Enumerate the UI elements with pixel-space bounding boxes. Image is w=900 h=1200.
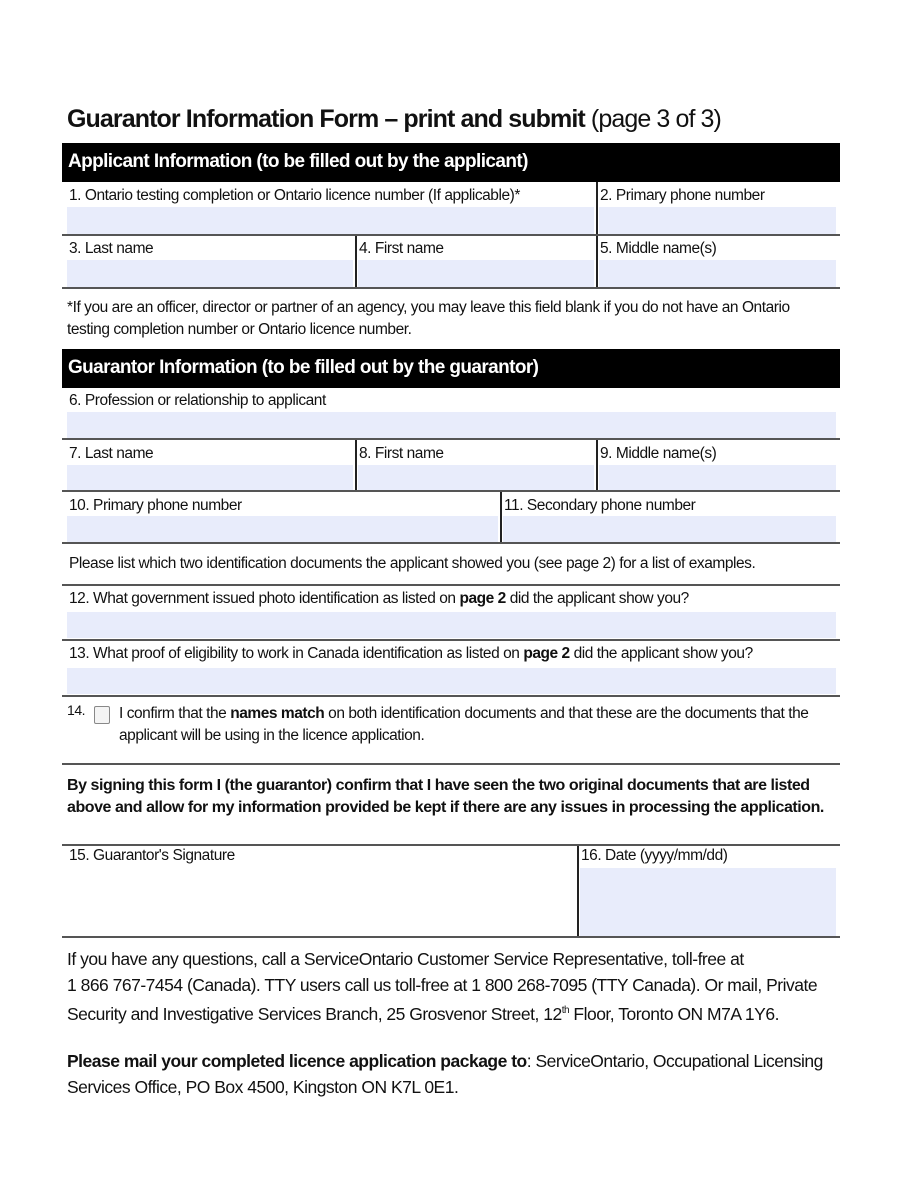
mailing-instructions <box>67 1048 823 1100</box>
field-label-guarantor-last-name: 7. Last name <box>69 445 154 462</box>
divider <box>596 440 598 491</box>
id-list-intro: Please list which two identification documents the applicant showed you (see page 2) for a list of examples. <box>69 555 756 572</box>
label-text: on both identification documents and that these are the documents that the <box>324 705 809 722</box>
title-bold: Guarantor Information Form – print and submit <box>67 105 585 133</box>
divider <box>62 584 840 586</box>
field-label-signature: 15. Guarantor's Signature <box>69 847 235 864</box>
page-title <box>67 105 721 134</box>
divider <box>62 936 840 938</box>
field-label-applicant-last-name: 3. Last name <box>69 240 154 257</box>
contact-line: 1 866 767-7454 (Canada). TTY users call us toll-free at 1 800 268-7095 (TTY Canada). Or mail, Private <box>67 975 818 995</box>
label-text: did the applicant show you? <box>505 590 689 607</box>
applicant-first-name-input[interactable] <box>358 260 594 287</box>
applicant-middle-name-input[interactable] <box>599 260 836 287</box>
divider <box>62 542 840 544</box>
label-bold: names match <box>230 705 325 722</box>
guarantor-first-name-input[interactable] <box>358 465 594 490</box>
field-label-work-eligibility-id <box>69 645 753 663</box>
contact-info <box>67 946 817 1027</box>
applicant-phone-input[interactable] <box>599 207 836 234</box>
label-text: applicant will be using in the licence application. <box>119 727 425 744</box>
date-input[interactable] <box>580 868 836 936</box>
work-eligibility-id-input[interactable] <box>67 668 836 694</box>
field-label-licence-number: 1. Ontario testing completion or Ontario licence number (If applicable)* <box>69 187 520 204</box>
licence-number-input[interactable] <box>67 207 594 234</box>
superscript: th <box>561 1005 570 1016</box>
field-label-applicant-middle-name: 5. Middle name(s) <box>600 240 717 257</box>
photo-id-input[interactable] <box>67 612 836 638</box>
label-text: did the applicant show you? <box>569 645 753 662</box>
divider <box>62 695 840 697</box>
note-line: *If you are an officer, director or partner of an agency, you may leave this field blank if you do not have an Ontario <box>67 299 790 316</box>
field-label-photo-id <box>69 590 689 608</box>
field-label-profession: 6. Profession or relationship to applicant <box>69 392 326 409</box>
label-text: I confirm that the <box>119 705 231 722</box>
divider <box>355 440 357 491</box>
mail-address: : ServiceOntario, Occupational Licensing <box>526 1051 823 1071</box>
field-label-guarantor-secondary-phone: 11. Secondary phone number <box>504 497 696 514</box>
divider <box>62 763 840 765</box>
contact-line: If you have any questions, call a ServiceOntario Customer Service Representative, toll-free at <box>67 949 744 969</box>
names-match-statement <box>119 703 808 747</box>
field-label-guarantor-middle-name: 9. Middle name(s) <box>600 445 717 462</box>
divider <box>577 846 579 937</box>
divider <box>62 844 840 846</box>
guarantor-section-header: Guarantor Information (to be filled out by the guarantor) <box>62 349 840 388</box>
divider <box>62 639 840 641</box>
label-bold: page 2 <box>523 645 570 662</box>
consent-statement <box>67 775 824 819</box>
consent-line: By signing this form I (the guarantor) confirm that I have seen the two original documents that are listed <box>67 777 810 794</box>
label-bold: page 2 <box>459 590 506 607</box>
profession-input[interactable] <box>67 412 836 438</box>
applicant-section-header: Applicant Information (to be filled out by the applicant) <box>62 143 840 182</box>
note-line: testing completion number or Ontario licence number. <box>67 321 412 338</box>
guarantor-primary-phone-input[interactable] <box>67 516 498 542</box>
divider <box>62 438 840 440</box>
mail-address: Services Office, PO Box 4500, Kingston ON K7L 0E1. <box>67 1077 459 1097</box>
names-match-checkbox[interactable] <box>94 706 110 724</box>
title-page-count: (page 3 of 3) <box>590 105 721 133</box>
guarantor-middle-name-input[interactable] <box>599 465 836 490</box>
guarantor-secondary-phone-input[interactable] <box>503 516 836 542</box>
consent-line: above and allow for my information provided be kept if there are any issues in processing the application. <box>67 799 824 816</box>
divider <box>596 236 598 288</box>
divider <box>62 490 840 492</box>
divider <box>62 287 840 289</box>
applicant-last-name-input[interactable] <box>67 260 353 287</box>
label-text: 13. What proof of eligibility to work in Canada identification as listed on <box>69 645 524 662</box>
guarantor-last-name-input[interactable] <box>67 465 353 490</box>
field-label-applicant-phone: 2. Primary phone number <box>600 187 765 204</box>
field-number-14: 14. <box>67 702 86 718</box>
label-text: 12. What government issued photo identification as listed on <box>69 590 460 607</box>
signature-area[interactable] <box>67 868 575 936</box>
contact-line: Security and Investigative Services Branch, 25 Grosvenor Street, 12 <box>67 1003 562 1024</box>
divider <box>62 234 840 236</box>
field-label-guarantor-first-name: 8. First name <box>359 445 444 462</box>
field-label-applicant-first-name: 4. First name <box>359 240 444 257</box>
applicant-note <box>67 297 790 341</box>
divider <box>355 236 357 288</box>
field-label-date: 16. Date (yyyy/mm/dd) <box>581 847 728 864</box>
field-label-guarantor-primary-phone: 10. Primary phone number <box>69 497 242 514</box>
divider <box>500 492 502 543</box>
divider <box>596 182 598 235</box>
mail-label: Please mail your completed licence application package to <box>67 1051 527 1071</box>
contact-line: Floor, Toronto ON M7A 1Y6. <box>569 1003 779 1024</box>
